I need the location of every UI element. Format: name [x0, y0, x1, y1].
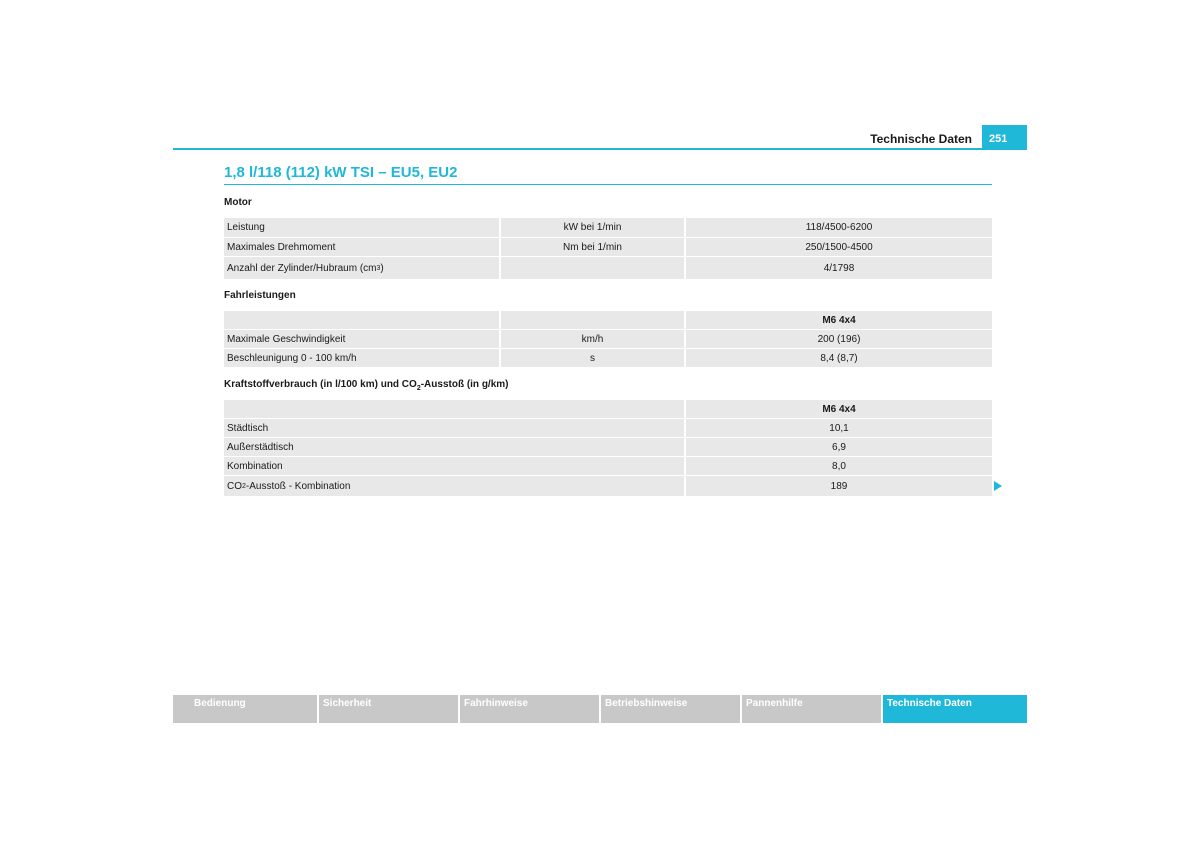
table-row — [224, 218, 992, 237]
row-label: CO 2 -Ausstoß - Kombination — [227, 480, 351, 492]
nav-tab-sicherheit[interactable]: Sicherheit — [319, 695, 458, 723]
table-row — [224, 238, 992, 256]
nav-tab-pannenhilfe[interactable]: Pannenhilfe — [742, 695, 881, 723]
row-label: Maximales Drehmoment — [227, 241, 336, 253]
motor-heading: Motor — [224, 197, 252, 208]
row-label: Außerstädtisch — [227, 441, 294, 453]
nav-tab-fahrhinweise[interactable]: Fahrhinweise — [460, 695, 599, 723]
row-value: 200 (196) — [817, 333, 861, 345]
verbrauch-heading: Kraftstoffverbrauch (in l/100 km) und $CO_2$-Ausstoß (in g/km) — [224, 379, 509, 392]
row-unit: kW bei 1/min — [563, 222, 622, 233]
row-label: Kombination — [227, 460, 283, 472]
row-unit: s — [590, 352, 595, 364]
row-unit: km/h — [581, 333, 604, 345]
table-header-row — [224, 311, 992, 329]
row-value: 4/1798 — [823, 262, 855, 274]
row-label: Städtisch — [227, 422, 269, 434]
row-value: 250/1500-4500 — [805, 241, 873, 253]
table-row — [224, 257, 992, 279]
table-row — [224, 457, 992, 475]
page-number: 251 — [982, 125, 1027, 149]
table-row — [224, 330, 992, 348]
column-header: M6 4x4 — [822, 314, 856, 326]
header-title: Technische Daten — [870, 132, 972, 146]
table-row — [224, 476, 992, 496]
row-label: Leistung — [227, 222, 265, 233]
fahrleistungen-table — [224, 311, 992, 368]
row-value: 10,1 — [829, 422, 849, 434]
column-header: M6 4x4 — [822, 403, 856, 415]
section-title: 1,8 l/118 (112) kW TSI – EU5, EU2 — [224, 164, 458, 181]
table-row — [224, 419, 992, 437]
verbrauch-table — [224, 400, 992, 497]
table-header-row — [224, 400, 992, 418]
continue-arrow-icon — [994, 481, 1002, 491]
header-rule — [173, 148, 1027, 150]
fahrleistungen-heading: Fahrleistungen — [224, 290, 296, 301]
row-value: 8,4 (8,7) — [820, 352, 858, 364]
row-label: Anzahl der Zylinder/Hubraum (cm 3 ) — [227, 262, 384, 274]
nav-tab-bedienung[interactable]: Bedienung — [173, 695, 317, 723]
row-value: 189 — [830, 480, 848, 492]
row-value: 118/4500-6200 — [805, 222, 873, 233]
nav-tab-betriebshinweise[interactable]: Betriebshinweise — [601, 695, 740, 723]
row-label: Maximale Geschwindigkeit — [227, 333, 346, 345]
row-label: Beschleunigung 0 - 100 km/h — [227, 352, 357, 364]
row-value: 6,9 — [832, 441, 846, 453]
row-value: 8,0 — [832, 460, 846, 472]
chapter-nav — [173, 695, 1027, 723]
row-unit — [501, 257, 684, 279]
row-unit: Nm bei 1/min — [563, 241, 622, 253]
title-rule — [224, 184, 992, 185]
table-row — [224, 349, 992, 367]
motor-table — [224, 218, 992, 280]
table-row — [224, 438, 992, 456]
nav-tab-technische-daten[interactable]: Technische Daten — [883, 695, 1027, 723]
